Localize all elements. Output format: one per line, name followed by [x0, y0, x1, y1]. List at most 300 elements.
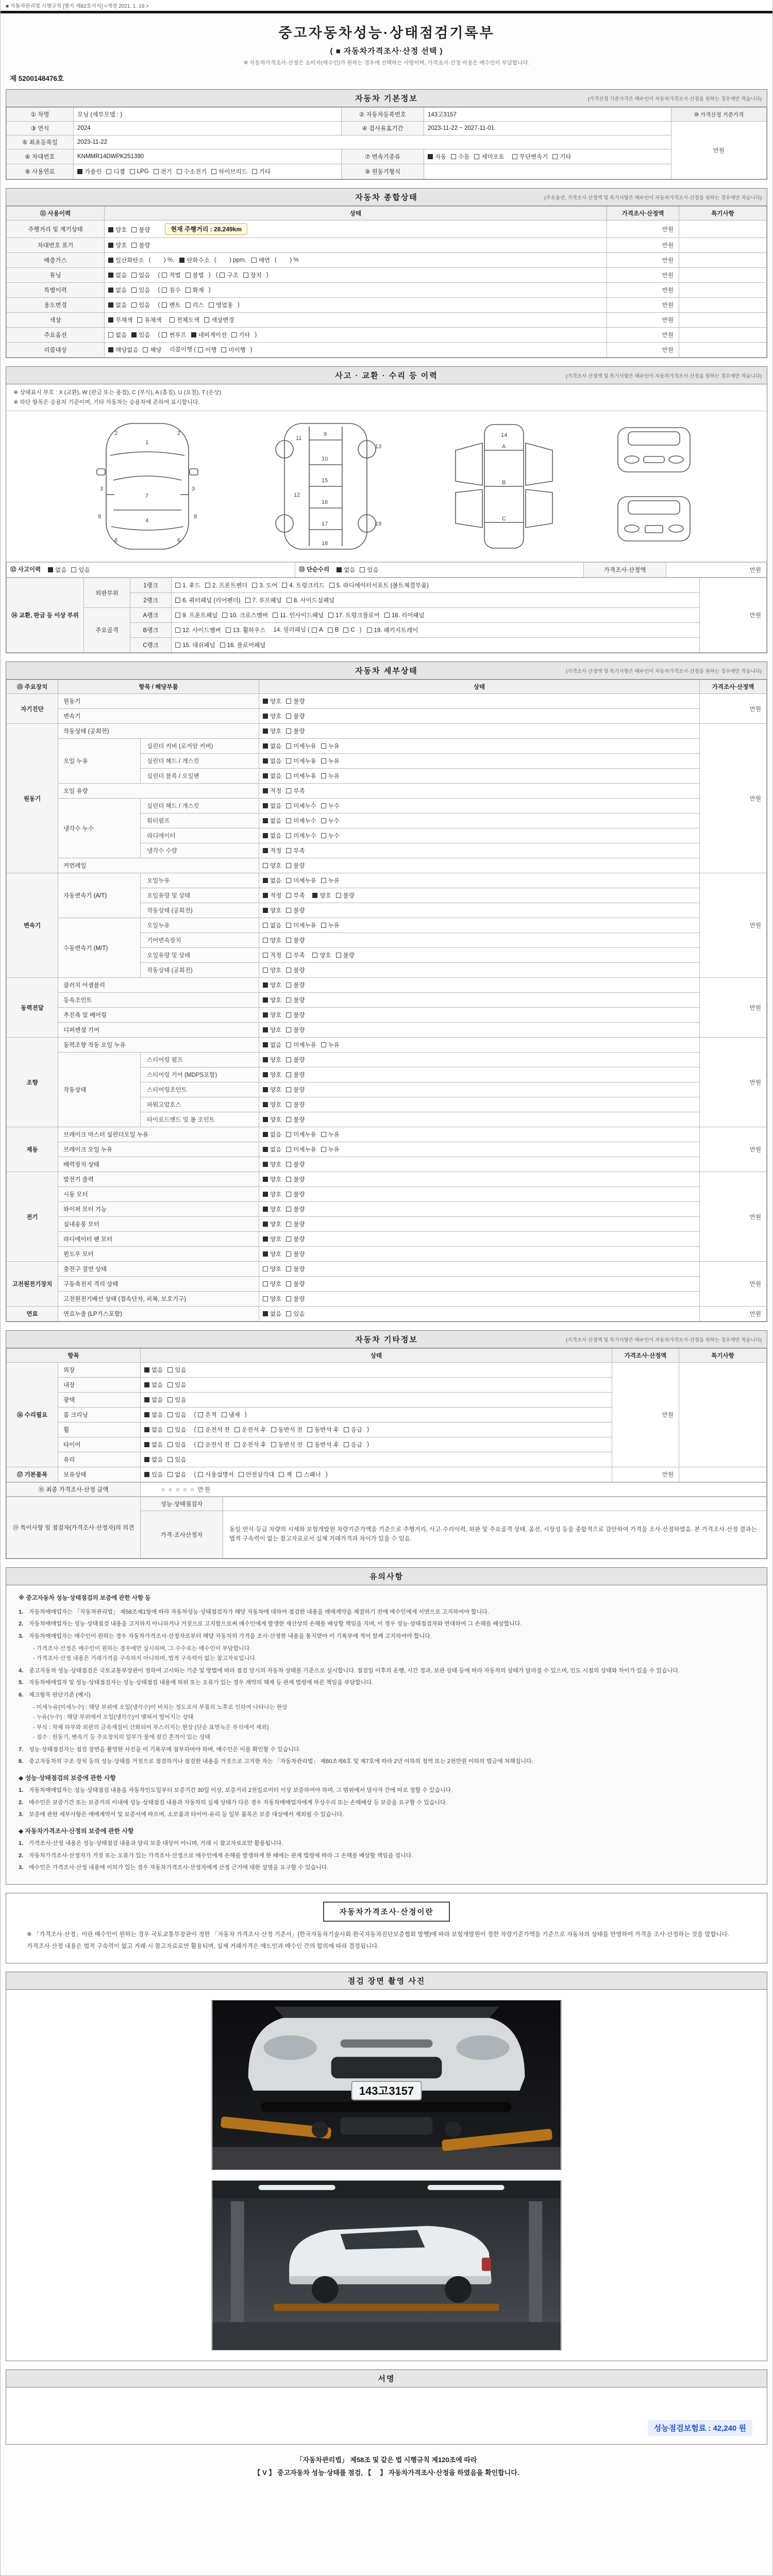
- state: [259, 709, 700, 724]
- checkbox-누유[interactable]: [321, 921, 340, 929]
- option-group: [263, 728, 309, 734]
- checkbox-icon: [108, 347, 113, 352]
- checkbox-icon: [321, 803, 326, 808]
- checkbox-양호[interactable]: [263, 1056, 281, 1064]
- checkbox-안전삼각대[interactable]: [239, 1470, 275, 1479]
- checkbox-양호[interactable]: [263, 1086, 281, 1094]
- checkbox-icon: [263, 1177, 268, 1182]
- option-group: [108, 317, 166, 323]
- row-price: 만원: [607, 238, 679, 253]
- checkbox-리스[interactable]: [186, 301, 204, 309]
- checkbox-기타[interactable]: [252, 167, 271, 176]
- checkbox-적정[interactable]: [263, 787, 281, 795]
- checkbox-LPG[interactable]: [130, 168, 149, 175]
- checkbox-불량[interactable]: [286, 1160, 305, 1168]
- diagram-legend: [6, 384, 767, 411]
- col-remarks: 특기사항: [679, 207, 767, 221]
- checkbox-미세누유[interactable]: [286, 876, 316, 885]
- checkbox-기타[interactable]: [552, 152, 571, 161]
- checkbox-icon: [131, 273, 137, 278]
- itemcell: 구동축전지 격리 상태: [58, 1277, 259, 1292]
- checkbox-불량[interactable]: [286, 1011, 305, 1019]
- checkbox-미세누유[interactable]: [286, 1041, 316, 1049]
- checkbox-양호[interactable]: [263, 1115, 281, 1124]
- checkbox-icon: [360, 567, 365, 572]
- checkbox-동반석 후[interactable]: [307, 1440, 339, 1449]
- checkbox-누유[interactable]: [321, 1130, 340, 1139]
- row-price: 만원: [607, 343, 679, 358]
- ceiling-light-right: [428, 2185, 505, 2190]
- checkbox-icon: [144, 1412, 149, 1417]
- checkbox-이행[interactable]: [198, 346, 216, 354]
- option-group: [175, 627, 270, 633]
- checkbox-icon: [108, 258, 113, 263]
- option-group: [263, 982, 309, 988]
- row-remarks: [679, 238, 767, 253]
- checkbox-불량[interactable]: [286, 906, 305, 914]
- checkbox-침수[interactable]: [162, 286, 180, 294]
- checkbox-label: 미세누수: [293, 833, 316, 840]
- section-etc-header: [6, 1331, 767, 1348]
- checkbox-흔적[interactable]: [198, 1411, 216, 1419]
- checkbox-불량[interactable]: [286, 1280, 305, 1288]
- checkbox-없음[interactable]: [263, 832, 281, 840]
- checkbox-4. 트렁크리드[interactable]: [282, 581, 324, 589]
- checkbox-없음[interactable]: [263, 817, 281, 825]
- checkbox-17. 트렁크플로어[interactable]: [328, 611, 380, 619]
- checkbox-icon: [286, 1236, 291, 1242]
- checkbox-적법[interactable]: [162, 271, 180, 279]
- checkbox-썬루프[interactable]: [162, 331, 186, 339]
- checkbox-렌트[interactable]: [162, 301, 180, 309]
- checkbox-icon: [263, 1281, 268, 1286]
- checkbox-미세누유[interactable]: [286, 757, 316, 765]
- checkbox-불량[interactable]: [286, 1295, 305, 1303]
- checkbox-응급[interactable]: [344, 1440, 362, 1449]
- checkbox-label: 해당없음: [115, 347, 139, 353]
- checkbox-icon: [286, 938, 291, 943]
- checkbox-미세누유[interactable]: [286, 772, 316, 780]
- checkbox-장치[interactable]: [243, 271, 262, 279]
- checkbox-미세누유[interactable]: [286, 1145, 316, 1154]
- checkbox-있음[interactable]: [131, 301, 150, 309]
- checkbox-수동[interactable]: [451, 152, 469, 161]
- checkbox-icon: [198, 1412, 203, 1417]
- checkbox-없음[interactable]: [48, 566, 66, 574]
- checkbox-양호[interactable]: [263, 1280, 281, 1288]
- checkbox-불량[interactable]: [286, 1056, 305, 1064]
- state: [259, 918, 700, 933]
- checkbox-탄화수소[interactable]: [179, 256, 209, 264]
- checkbox-B[interactable]: [328, 627, 339, 633]
- checkbox-label: 없음: [270, 818, 282, 825]
- checkbox-icon: [186, 287, 191, 293]
- checkbox-냄새[interactable]: [222, 1411, 240, 1419]
- checkbox-label: 양호: [270, 1207, 282, 1213]
- checkbox-양호[interactable]: [263, 1220, 281, 1228]
- checkbox-사용설명서[interactable]: [198, 1470, 234, 1479]
- checkbox-동반석 후[interactable]: [307, 1426, 339, 1434]
- checkbox-없음[interactable]: [263, 1145, 281, 1154]
- checkbox-label: 운전석 전: [205, 1427, 230, 1434]
- checkbox-부족[interactable]: [286, 891, 305, 900]
- checkbox-7. 루프패널[interactable]: [245, 596, 282, 604]
- checkbox-불량[interactable]: [286, 1100, 305, 1109]
- checkbox-없음[interactable]: [144, 1411, 163, 1419]
- checkbox-있음[interactable]: [71, 566, 90, 574]
- checkbox-양호[interactable]: [312, 951, 331, 959]
- checkbox-누유[interactable]: [321, 742, 340, 750]
- checkbox-있음[interactable]: [131, 331, 150, 339]
- checkbox-해당없음[interactable]: [108, 346, 138, 354]
- checkbox-label: 침수: [169, 287, 181, 294]
- checkbox-일산화탄소[interactable]: [108, 256, 144, 264]
- state: [259, 1023, 700, 1038]
- option-group: [77, 168, 275, 175]
- checkbox-적정[interactable]: [263, 951, 281, 959]
- checkbox-icon: [286, 1311, 291, 1316]
- checkbox-양호[interactable]: [263, 1265, 281, 1273]
- checkbox-없음[interactable]: [144, 1396, 163, 1404]
- checkbox-5. 라디에이터서포트 (볼트체결부품)[interactable]: [329, 581, 429, 589]
- state: [259, 1232, 700, 1247]
- checkbox-하이브리드[interactable]: [211, 167, 247, 176]
- checkbox-매연[interactable]: [251, 256, 270, 264]
- col-state: 상태: [141, 1349, 612, 1363]
- checkbox-있음[interactable]: [131, 271, 150, 279]
- checkbox-영업용[interactable]: [209, 301, 233, 309]
- svg-text:13: 13: [375, 444, 382, 450]
- checkbox-적정[interactable]: [263, 891, 281, 900]
- checkbox-양호[interactable]: [108, 241, 127, 249]
- section-basic-info: [6, 89, 767, 180]
- checkbox-label: 스패너: [304, 1472, 321, 1479]
- checkbox-불량[interactable]: [286, 966, 305, 974]
- checkbox-불량[interactable]: [286, 1265, 305, 1273]
- checkbox-16. 플로어패널[interactable]: [220, 641, 266, 649]
- notice-item: [19, 1863, 754, 1873]
- checkbox-가솔린[interactable]: [77, 167, 102, 176]
- checkbox-없음[interactable]: [144, 1426, 163, 1434]
- option-group: [263, 1057, 309, 1063]
- svg-text:1: 1: [145, 439, 149, 446]
- checkbox-불량[interactable]: [336, 891, 355, 900]
- checkbox-불량[interactable]: [286, 1071, 305, 1079]
- checkbox-없음[interactable]: [144, 1381, 163, 1389]
- option-group: [108, 272, 155, 278]
- checkbox-없음[interactable]: [167, 1470, 186, 1479]
- checkbox-없음[interactable]: [144, 1440, 163, 1449]
- checkbox-불량[interactable]: [286, 712, 305, 720]
- checkbox-없음[interactable]: [337, 566, 355, 574]
- checkbox-양호[interactable]: [312, 891, 331, 900]
- checkbox-누수[interactable]: [321, 802, 340, 810]
- checkbox-해당[interactable]: [143, 346, 161, 354]
- checkbox-없음[interactable]: [263, 1130, 281, 1139]
- checkbox-icon: [321, 818, 326, 823]
- checkbox-양호[interactable]: [263, 1235, 281, 1243]
- checkbox-운전석 전[interactable]: [198, 1426, 230, 1434]
- document-number: 제 5200148476호: [10, 75, 64, 82]
- checkbox-미세누유[interactable]: [286, 742, 316, 750]
- checkbox-icon: [321, 1147, 326, 1152]
- checkbox-A[interactable]: [312, 627, 323, 633]
- checkbox-label: 불량: [293, 1162, 305, 1168]
- devcell: 동력전달: [7, 978, 58, 1038]
- option-group: [175, 582, 433, 588]
- detail-row: [7, 918, 767, 933]
- checkbox-있음[interactable]: [144, 1470, 163, 1479]
- checkbox-양호[interactable]: [263, 936, 281, 944]
- checkbox-불량[interactable]: [286, 727, 305, 735]
- checkbox-수소전기[interactable]: [177, 167, 207, 176]
- checkbox-있음[interactable]: [360, 566, 378, 574]
- checkbox-icon: [130, 169, 135, 174]
- checkbox-icon: [131, 332, 137, 337]
- itemcell: 자동변속기 (A/T): [58, 873, 141, 918]
- checkbox-없음[interactable]: [108, 331, 127, 339]
- checkbox-미세누수[interactable]: [286, 832, 316, 840]
- checkbox-label: 흔적: [205, 1412, 217, 1419]
- checkbox-누유[interactable]: [321, 876, 340, 885]
- checkbox-불량[interactable]: [131, 226, 150, 234]
- option-group: [263, 1072, 309, 1078]
- checkbox-양호[interactable]: [263, 966, 281, 974]
- checkbox-8. 사이드실패널[interactable]: [287, 596, 334, 604]
- checkbox-양호[interactable]: [263, 1071, 281, 1079]
- checkbox-없음[interactable]: [263, 742, 281, 750]
- checkbox-label: 양호: [270, 908, 282, 914]
- checkbox-기타[interactable]: [231, 331, 250, 339]
- checkbox-있음[interactable]: [167, 1455, 186, 1464]
- checkbox-label: 2. 프론트펜더: [212, 583, 248, 589]
- checkbox-icon: [263, 833, 268, 838]
- checkbox-잭[interactable]: [279, 1470, 292, 1479]
- checkbox-운전석 후[interactable]: [234, 1426, 266, 1434]
- checkbox-운전석 후[interactable]: [234, 1440, 266, 1449]
- checkbox-label: 양호: [115, 227, 127, 233]
- subcell: 냉각수 수량: [141, 843, 259, 858]
- checkbox-불량[interactable]: [286, 697, 305, 705]
- checkbox-없음[interactable]: [263, 802, 281, 810]
- row-state: [105, 268, 607, 283]
- checkbox-응급[interactable]: [344, 1426, 362, 1434]
- checkbox-누유[interactable]: [321, 757, 340, 765]
- checkbox-없음[interactable]: [263, 1041, 281, 1049]
- checkbox-양호[interactable]: [263, 861, 281, 870]
- checkbox-없음[interactable]: [263, 1310, 281, 1318]
- checkbox-무채색[interactable]: [108, 316, 132, 324]
- option-group: [263, 1042, 344, 1048]
- checkbox-icon: [263, 982, 268, 988]
- checkbox-icon: [336, 953, 341, 958]
- checkbox-네비게이션[interactable]: [191, 331, 227, 339]
- rank-items: [172, 578, 700, 593]
- checkbox-부족[interactable]: [286, 787, 305, 795]
- checkbox-양호[interactable]: [263, 1011, 281, 1019]
- checkbox-있음[interactable]: [286, 1310, 305, 1318]
- checkbox-운전석 전[interactable]: [198, 1440, 230, 1449]
- checkbox-18. 리어패널[interactable]: [384, 611, 425, 619]
- checkbox-양호[interactable]: [263, 697, 281, 705]
- checkbox-미세누수[interactable]: [286, 817, 316, 825]
- state: [259, 1217, 700, 1232]
- checkbox-9. 프론트패널[interactable]: [175, 611, 217, 619]
- checkbox-전기[interactable]: [154, 167, 172, 176]
- checkbox-양호[interactable]: [263, 1100, 281, 1109]
- option-group: [263, 1206, 309, 1212]
- checkbox-label: 해당: [150, 347, 162, 353]
- checkbox-있음[interactable]: [167, 1366, 186, 1374]
- checkbox-label: 미세누유: [293, 1132, 316, 1139]
- checkbox-불량[interactable]: [286, 861, 305, 870]
- option-group-suffix: ( ) %,: [148, 257, 175, 264]
- checkbox-C[interactable]: [343, 627, 355, 633]
- checkbox-양호[interactable]: [263, 1250, 281, 1258]
- subcell: 스티어링조인트: [141, 1082, 259, 1097]
- checkbox-3. 도어[interactable]: [252, 581, 277, 589]
- checkbox-12. 사이드멤버[interactable]: [175, 626, 221, 634]
- checkbox-없음[interactable]: [108, 301, 127, 309]
- checkbox-icon: [263, 1072, 268, 1077]
- checkbox-불량[interactable]: [286, 1250, 305, 1258]
- option-group: [170, 347, 255, 353]
- checkbox-스패너[interactable]: [296, 1470, 321, 1479]
- checkbox-불량[interactable]: [286, 1026, 305, 1034]
- checkbox-없음[interactable]: [108, 286, 127, 294]
- checkbox-누유[interactable]: [321, 772, 340, 780]
- checkbox-누수[interactable]: [321, 817, 340, 825]
- checkbox-없음[interactable]: [263, 921, 281, 929]
- checkbox-10. 크로스멤버[interactable]: [222, 611, 268, 619]
- checkbox-icon: [286, 1162, 291, 1167]
- subcell: 파워고압호스: [141, 1097, 259, 1112]
- checkbox-label: 불량: [293, 968, 305, 974]
- checkbox-불량[interactable]: [286, 1190, 305, 1198]
- checkbox-icon: [263, 848, 268, 853]
- checkbox-19. 패키지트레이[interactable]: [367, 626, 418, 634]
- state: [259, 993, 700, 1008]
- checkbox-불량[interactable]: [286, 1205, 305, 1213]
- checkbox-없음[interactable]: [263, 876, 281, 885]
- checkbox-양호[interactable]: [263, 1205, 281, 1213]
- checkbox-불량[interactable]: [286, 981, 305, 989]
- checkbox-양호[interactable]: [263, 1295, 281, 1303]
- checkbox-icon: [286, 908, 291, 913]
- notice-subitem: - 미세누유(미세누수) : 해당 부위에 오일(냉각수)이 비치는 정도로서 부품의 노후로 인하여 나타나는 현상: [33, 1704, 288, 1710]
- checkbox-없음[interactable]: [263, 757, 281, 765]
- checkbox-불량[interactable]: [286, 996, 305, 1004]
- car-pillar-butterfly-diagram: [427, 419, 581, 553]
- checkbox-1. 후드[interactable]: [175, 581, 200, 589]
- checkbox-icon: [71, 567, 76, 572]
- checkbox-구조[interactable]: [220, 271, 238, 279]
- checkbox-디젤[interactable]: [106, 167, 125, 176]
- itemcell: 실내송풍 모터: [58, 1217, 259, 1232]
- checkbox-부족[interactable]: [286, 951, 305, 959]
- option-group-label: (: [215, 272, 218, 279]
- checkbox-무단변속기[interactable]: [512, 152, 548, 161]
- section-detail-header: [6, 662, 767, 680]
- section-inspection-photos: [6, 1972, 767, 2361]
- checkbox-있음[interactable]: [167, 1440, 186, 1449]
- checkbox-색상변경[interactable]: [204, 316, 234, 324]
- checkbox-누수[interactable]: [321, 832, 340, 840]
- checkbox-있음[interactable]: [131, 286, 150, 294]
- checkbox-양호[interactable]: [108, 226, 127, 234]
- checkbox-양호[interactable]: [263, 1190, 281, 1198]
- checkbox-미세누유[interactable]: [286, 1130, 316, 1139]
- checkbox-있음[interactable]: [167, 1411, 186, 1419]
- checkbox-불량[interactable]: [286, 936, 305, 944]
- checkbox-동반석 전[interactable]: [271, 1440, 303, 1449]
- table-row: [7, 343, 767, 358]
- checkbox-누유[interactable]: [321, 1041, 340, 1049]
- row-remarks: [679, 313, 767, 328]
- checkbox-미세누유[interactable]: [286, 921, 316, 929]
- checkbox-없음[interactable]: [108, 271, 127, 279]
- checkbox-불량[interactable]: [286, 1115, 305, 1124]
- checkbox-양호[interactable]: [263, 712, 281, 720]
- checkbox-동반석 전[interactable]: [271, 1426, 303, 1434]
- checkbox-양호[interactable]: [263, 906, 281, 914]
- checkbox-부족[interactable]: [286, 846, 305, 855]
- checkbox-양호[interactable]: [263, 1175, 281, 1183]
- checkbox-있음[interactable]: [167, 1381, 186, 1389]
- checkbox-있음[interactable]: [167, 1396, 186, 1404]
- checkbox-양호[interactable]: [263, 996, 281, 1004]
- checkbox-양호[interactable]: [263, 981, 281, 989]
- option-group-suffix: ): [255, 332, 257, 338]
- checkbox-label: 불량: [293, 1012, 305, 1019]
- checkbox-자동[interactable]: [428, 152, 446, 161]
- checkbox-13. 휠하우스[interactable]: [226, 626, 266, 634]
- opinion-label: ⑲ 특이사항 및 점검자(가격조사·산정자)의 의견: [7, 1497, 141, 1558]
- checkbox-양호[interactable]: [263, 1160, 281, 1168]
- checkbox-불량[interactable]: [286, 1175, 305, 1183]
- checkbox-6. 쿼터패널 (리어펜더)[interactable]: [175, 596, 241, 604]
- checkbox-없음[interactable]: [144, 1455, 163, 1464]
- checkbox-있음[interactable]: [167, 1426, 186, 1434]
- checkbox-미세누수[interactable]: [286, 802, 316, 810]
- checkbox-불량[interactable]: [131, 241, 150, 249]
- checkbox-화재[interactable]: [186, 286, 204, 294]
- rank-items: [172, 623, 700, 638]
- price: 만원: [700, 1172, 767, 1262]
- option-group-label: (: [158, 287, 160, 294]
- checkbox-전체도색[interactable]: [170, 316, 199, 324]
- checkbox-불량[interactable]: [286, 1235, 305, 1243]
- checkbox-세미오토[interactable]: [474, 152, 504, 161]
- checkbox-양호[interactable]: [263, 1026, 281, 1034]
- checkbox-icon: [337, 567, 342, 572]
- checkbox-불량[interactable]: [336, 951, 355, 959]
- checkbox-2. 프론트펜더[interactable]: [205, 581, 247, 589]
- checkbox-불량[interactable]: [286, 1220, 305, 1228]
- car-name-label: ① 차명: [7, 108, 74, 122]
- checkbox-불법[interactable]: [186, 271, 204, 279]
- checkbox-양호[interactable]: [263, 727, 281, 735]
- checkbox-누유[interactable]: [321, 1145, 340, 1154]
- checkbox-15. 대쉬패널[interactable]: [175, 641, 215, 649]
- checkbox-미이행[interactable]: [221, 346, 245, 354]
- checkbox-11. 인사이드패널[interactable]: [273, 611, 324, 619]
- checkbox-없음[interactable]: [263, 772, 281, 780]
- checkbox-불량[interactable]: [286, 1086, 305, 1094]
- checkbox-유채색[interactable]: [137, 316, 161, 324]
- checkbox-적정[interactable]: [263, 846, 281, 855]
- checkbox-없음[interactable]: [144, 1366, 163, 1374]
